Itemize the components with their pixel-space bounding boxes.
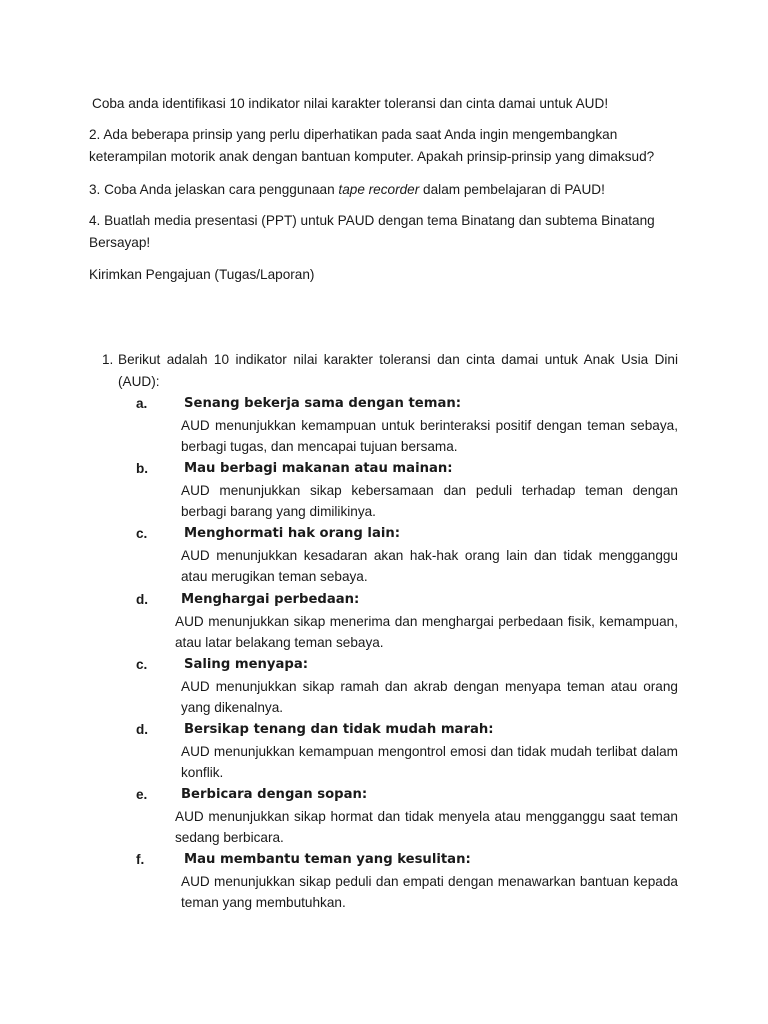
question-3-italic-term: tape recorder [338,182,420,197]
question-1: Coba anda identifikasi 10 indikator nilai karakter toleransi dan cinta damai untuk AUD! [92,96,609,111]
indicator-description: AUD menunjukkan sikap hormat dan tidak menyela atau mengganggu saat teman sedang berbicara. [175,808,678,845]
question-4: 4. Buatlah media presentasi (PPT) untuk PAUD dengan tema Binatang dan subtema Binatang Bersayap! [89,213,655,250]
indicator-heading: Berbicara dengan sopan: [181,787,368,802]
indicator-letter: b. [136,461,149,476]
indicator-description: AUD menunjukkan kemampuan mengontrol emosi dan tidak mudah terlibat dalam konflik. [181,743,678,780]
indicator-heading: Menghormati hak orang lain: [184,526,401,541]
indicator-letter: d. [136,592,149,607]
indicator-description: AUD menunjukkan sikap kebersamaan dan peduli terhadap teman dengan berbagi barang yang dimilikinya. [181,482,678,519]
indicator-description: AUD menunjukkan sikap ramah dan akrab dengan menyapa teman atau orang yang dikenalnya. [181,678,678,715]
indicator-letter: d. [136,722,149,737]
indicator-letter: c. [136,526,148,541]
indicator-letter: f. [136,852,145,867]
question-3-start: 3. Coba Anda jelaskan cara penggunaan [89,182,339,197]
indicator-description: AUD menunjukkan kesadaran akan hak-hak orang lain dan tidak mengganggu atau merugikan teman sebaya. [181,547,678,584]
indicator-heading: Mau berbagi makanan atau mainan: [184,461,453,476]
question-3-end: dalam pembelajaran di PAUD! [419,182,605,197]
question-2: 2. Ada beberapa prinsip yang perlu diperhatikan pada saat Anda ingin mengembangkan keterampilan motorik anak dengan bantuan komputer. Apakah prinsip-prinsip yang dimaksud? [89,127,655,164]
answer-number: 1. [102,352,114,367]
indicator-description: AUD menunjukkan kemampuan untuk berinteraksi positif dengan teman sebaya, berbagi tugas, dan mencapai tujuan bersama. [181,417,678,454]
indicator-heading: Menghargai perbedaan: [181,592,360,607]
indicator-description: AUD menunjukkan sikap peduli dan empati dengan menawarkan bantuan kepada teman yang membutuhkan. [181,873,678,910]
answer-intro-text: Berikut adalah 10 indikator nilai karakter toleransi dan cinta damai untuk Anak Usia Dini (AUD): [118,352,678,389]
indicator-heading: Senang bekerja sama dengan teman: [184,396,462,411]
indicator-heading: Bersikap tenang dan tidak mudah marah: [184,722,494,737]
indicator-letter: c. [136,657,148,672]
answer-intro [102,349,678,392]
indicator-description: AUD menunjukkan sikap menerima dan menghargai perbedaan fisik, kemampuan, atau latar belakang teman sebaya. [175,613,678,650]
indicator-heading: Mau membantu teman yang kesulitan: [184,852,471,867]
question-3 [89,179,689,201]
submission-note: Kirimkan Pengajuan (Tugas/Laporan) [89,267,315,282]
indicator-letter: e. [136,787,148,802]
indicator-letter: a. [136,396,148,411]
indicator-heading: Saling menyapa: [184,657,309,672]
